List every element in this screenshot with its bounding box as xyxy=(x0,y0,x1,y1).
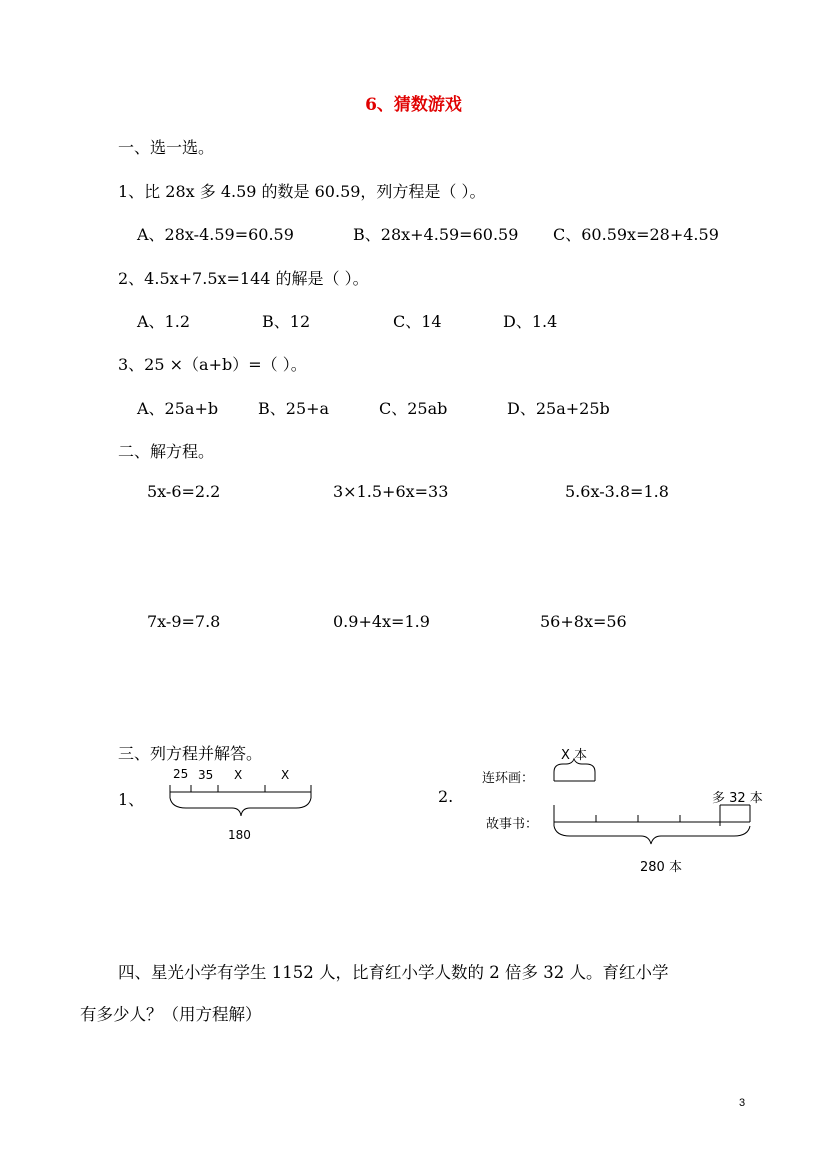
segment-label-x1: X xyxy=(234,768,243,782)
q1-stem: 1、比 28x 多 4.59 的数是 60.59，列方程是（ ）。 xyxy=(118,182,486,201)
story-brace xyxy=(554,826,750,844)
problem1-number: 1、 xyxy=(118,790,145,809)
story-label: 故事书： xyxy=(486,817,539,832)
section4-line2: 有多少人？（用方程解） xyxy=(80,1005,262,1024)
q2-option-a: A、1.2 xyxy=(137,312,191,331)
q3-option-a: A、25a+b xyxy=(137,399,219,418)
problem2-number: 2. xyxy=(438,787,454,806)
q2-stem: 2、4.5x+7.5x=144 的解是（ ）。 xyxy=(118,269,369,288)
q1-option-a: A、28x-4.59=60.59 xyxy=(137,225,294,244)
segment-label-x2: X xyxy=(281,768,290,782)
q3-option-c: C、25ab xyxy=(379,399,448,418)
section1-heading: 一、选一选。 xyxy=(118,138,215,157)
comic-value-label: X 本 xyxy=(561,748,588,763)
story-segment-line xyxy=(554,805,750,826)
section2-heading: 二、解方程。 xyxy=(118,442,215,461)
q2-option-c: C、14 xyxy=(393,312,442,331)
problem1-segment-line xyxy=(170,785,311,798)
q3-option-b: B、25+a xyxy=(258,399,330,418)
page-title: 6、猜数游戏 xyxy=(365,95,462,115)
q1-option-b: B、28x+4.59=60.59 xyxy=(353,225,519,244)
equation-2: 3×1.5+6x=33 xyxy=(333,482,449,501)
extra-label: 多 32 本 xyxy=(712,791,763,806)
q3-stem: 3、25 ×（a+b）=（ ）。 xyxy=(118,355,307,374)
equation-3: 5.6x-3.8=1.8 xyxy=(565,482,669,501)
segment-label-25: 25 xyxy=(173,767,189,781)
equation-1: 5x-6=2.2 xyxy=(147,482,221,501)
equation-5: 0.9+4x=1.9 xyxy=(333,612,430,631)
q3-option-d: D、25a+25b xyxy=(507,399,610,418)
q1-option-c: C、60.59x=28+4.59 xyxy=(553,225,719,244)
section4-line1: 四、星光小学有学生 1152 人，比育红小学人数的 2 倍多 32 人。育红小学 xyxy=(118,963,669,982)
equation-6: 56+8x=56 xyxy=(540,612,627,631)
story-total: 280 本 xyxy=(640,860,682,875)
page-number: 3 xyxy=(739,1097,746,1109)
problem1-brace xyxy=(170,798,311,816)
q2-option-d: D、1.4 xyxy=(503,312,558,331)
segment-label-35: 35 xyxy=(198,768,214,782)
problem1-total: 180 xyxy=(228,828,251,842)
section3-heading: 三、列方程并解答。 xyxy=(118,744,263,763)
comic-label: 连环画： xyxy=(482,771,535,786)
q2-option-b: B、12 xyxy=(262,312,311,331)
equation-4: 7x-9=7.8 xyxy=(147,612,221,631)
